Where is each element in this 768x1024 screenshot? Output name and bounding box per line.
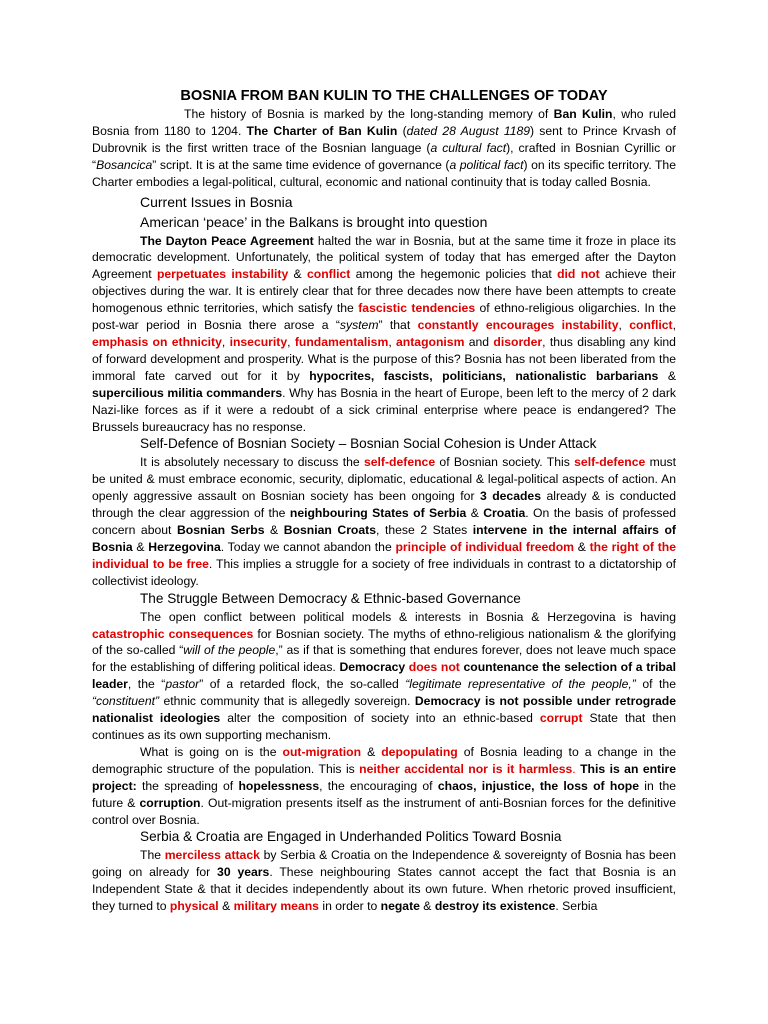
text-run: It is absolutely necessary to discuss the bbox=[140, 455, 364, 470]
bold-run: 3 decades bbox=[479, 489, 541, 504]
serbia-croatia-paragraph bbox=[92, 847, 676, 915]
text-run: , these 2 States bbox=[376, 523, 473, 538]
italic-run: “constituent” bbox=[92, 694, 160, 709]
red-emphasis: insecurity bbox=[229, 334, 288, 349]
text-run: of Bosnia leading to a change in the demographic structure of the population. This is bbox=[92, 744, 677, 776]
bold-run: The Dayton Peace Agreement bbox=[140, 233, 314, 248]
text-run: . Out-migration presents itself as the instrument of anti-Bosnian forces for the definitive control over Bosnia. bbox=[92, 795, 676, 827]
bold-run: countenance the selection of a tribal leader bbox=[92, 660, 677, 692]
red-emphasis: merciless attack bbox=[164, 848, 260, 863]
text-run: . On the basis of professed concern about bbox=[92, 506, 677, 538]
self-defence-paragraph bbox=[92, 454, 676, 589]
red-emphasis: out-migration bbox=[282, 744, 362, 759]
bold-run: negate bbox=[380, 899, 420, 914]
text-run: of Bosnian society. This bbox=[435, 455, 575, 470]
text-run: & bbox=[264, 523, 284, 538]
text-run: ) on its specific territory. The Charter embodies a legal-political, cultural, economic and national continuity that is today called Bosnia. bbox=[92, 157, 676, 189]
red-emphasis: does not bbox=[408, 660, 460, 675]
democracy-paragraph bbox=[92, 609, 676, 744]
italic-run: “legitimate representative of the people,” bbox=[405, 677, 636, 692]
red-emphasis: neither accidental nor is it harmless bbox=[359, 761, 573, 776]
bold-run: Bosnian Serbs bbox=[176, 523, 265, 538]
bold-run: 30 years bbox=[217, 865, 270, 880]
bold-run: intervene in the internal affairs of Bosnia bbox=[92, 523, 676, 554]
bold-run: chaos, injustice, the loss of hope bbox=[437, 778, 639, 793]
red-emphasis: emphasis on ethnicity bbox=[92, 334, 222, 349]
text-run: , bbox=[672, 318, 676, 333]
text-run: . Why has Bosnia in the heart of Europe, been left to the mercy of 2 dark Nazi-like forces as if it were a redoubt of a sick criminal enterprise where peace is endangered? The Brussels bureaucracy has no response. bbox=[92, 385, 676, 434]
text-run: ), crafted in Bosnian Cyrillic or “ bbox=[92, 140, 676, 172]
red-emphasis: fundamentalism bbox=[294, 334, 389, 349]
text-run: & bbox=[658, 368, 677, 383]
text-run: in the future & bbox=[92, 778, 677, 810]
current-issues-paragraph bbox=[92, 233, 676, 436]
red-emphasis: self-defence bbox=[574, 455, 646, 470]
red-emphasis: principle of individual freedom bbox=[395, 539, 574, 554]
text-run: & bbox=[361, 744, 382, 759]
text-run: , bbox=[618, 318, 630, 333]
text-run: ,” as if that is something that endures forever, does not leave much space for the establishing of differing political ideas. bbox=[92, 643, 676, 675]
italic-run: system bbox=[339, 318, 379, 333]
intro-paragraph bbox=[92, 106, 676, 191]
text-run: ” of a retarded flock, the so-called bbox=[199, 677, 406, 692]
red-emphasis: the right of the individual to be free bbox=[92, 539, 676, 571]
italic-run: dated 28 August 1189 bbox=[406, 123, 531, 138]
red-emphasis: physical bbox=[169, 899, 219, 914]
text-run: State that then continues as its own supporting mechanism. bbox=[92, 711, 676, 742]
bold-run: corruption bbox=[139, 795, 201, 810]
red-emphasis: conflict bbox=[307, 267, 351, 282]
red-emphasis: self-defence bbox=[363, 455, 436, 470]
text-run: & bbox=[573, 539, 590, 554]
red-emphasis: disorder bbox=[493, 334, 543, 349]
section-heading-serbia-croatia bbox=[140, 828, 676, 846]
text-run: & bbox=[288, 267, 308, 282]
heading-run: The Struggle Between Democracy bbox=[140, 590, 348, 606]
section-heading-current-issues: Current Issues in Bosnia bbox=[140, 193, 293, 210]
text-run: by Serbia & Croatia on the Independence & sovereignty of Bosnia has been going on already for bbox=[92, 848, 677, 880]
text-run: halted the war in Bosnia, but at the same time it froze in place its democratic development. Unfortunately, the political system of today that has emerged after the Dayton Agreement bbox=[92, 233, 676, 282]
bold-run: hypocrites, fascists, politicians, nationalistic barbarians bbox=[309, 368, 659, 383]
text-run: The open conflict between political models & interests in Bosnia & Herzegovina is having bbox=[140, 609, 676, 624]
heading-run: & bbox=[179, 829, 196, 845]
text-run: , bbox=[287, 334, 295, 349]
bold-run: neighbouring States of Serbia bbox=[289, 506, 467, 521]
text-run: & bbox=[132, 539, 149, 554]
text-run: , bbox=[221, 334, 230, 349]
text-run: alter the composition of society into an ethnic-based bbox=[220, 711, 540, 726]
text-run: & bbox=[466, 506, 484, 521]
red-emphasis: corrupt bbox=[539, 711, 583, 726]
red-emphasis: fascistic tendencies bbox=[358, 301, 476, 316]
text-run: of the bbox=[635, 677, 676, 692]
text-run: already & is conducted through the clear aggression of the bbox=[92, 489, 676, 521]
italic-run: pastor bbox=[165, 677, 200, 692]
heading-run: Croatia are Engaged in Underhanded Politics Toward Bosnia bbox=[195, 829, 562, 845]
text-run: and bbox=[464, 334, 494, 349]
italic-run: Bosancica bbox=[96, 157, 153, 172]
text-run: ” script. It is at the same time evidence of governance ( bbox=[152, 157, 450, 172]
text-run: must be united & must embrace economic, security, diplomatic, educational & legal-political aspects of action. An openly aggressive assault on Bosnian society has been ongoing for bbox=[92, 455, 676, 504]
section-heading-self-defence: Self-Defence of Bosnian Society – Bosnian Social Cohesion is Under Attack bbox=[140, 436, 597, 452]
heading-run: & bbox=[347, 590, 364, 606]
out-migration-paragraph bbox=[92, 744, 676, 829]
text-run: , the “ bbox=[127, 677, 166, 692]
bold-run: Democracy is not possible under retrograde nationalist ideologies bbox=[92, 694, 676, 726]
red-emphasis: perpetuates instability bbox=[156, 267, 289, 282]
text-run: achieve their objectives during the war. It is entirely clear that for three decades now there have been attempts to create homogenous ethnic territories, which satisfy the bbox=[92, 267, 676, 316]
section-subheading-american-peace: American ‘peace’ in the Balkans is brought into question bbox=[140, 213, 488, 230]
text-run: of ethno-religious oligarchies. In the post-war period in Bosnia there arose a “ bbox=[92, 301, 676, 333]
bold-run: hopelessness bbox=[238, 778, 320, 793]
bold-run: The Charter of Ban Kulin bbox=[246, 123, 398, 138]
red-emphasis: did not bbox=[557, 267, 600, 282]
text-run: . Serbia bbox=[555, 899, 598, 914]
red-emphasis: antagonism bbox=[396, 334, 465, 349]
text-run: . bbox=[572, 761, 581, 776]
text-run: The bbox=[140, 848, 165, 863]
text-run: The history of Bosnia is marked by the long-standing memory of bbox=[184, 107, 554, 121]
italic-run: a cultural fact bbox=[430, 140, 507, 155]
text-run: , thus disabling any kind of forward development and prosperity. What is the purpose of this? Bosnia has not been liberated from the immoral fate carved out for it by bbox=[92, 334, 676, 383]
red-emphasis: catastrophic consequences bbox=[92, 626, 254, 641]
text-run: , bbox=[388, 334, 397, 349]
bold-run: Bosnian Croats bbox=[283, 523, 376, 538]
bold-run: This is an entire project: bbox=[92, 761, 677, 793]
heading-run: Ethnic-based Governance bbox=[363, 590, 521, 606]
text-run: What is going on is the bbox=[140, 744, 283, 759]
text-run: , the encouraging of bbox=[319, 778, 438, 793]
text-run: for Bosnian society. The myths of ethno-religious nationalism & the glorifying of the so-called “ bbox=[92, 626, 676, 658]
text-run: among the hegemonic policies that bbox=[350, 267, 558, 282]
document-title: BOSNIA FROM BAN KULIN TO THE CHALLENGES OF TODAY bbox=[180, 88, 608, 104]
red-emphasis: constantly encourages instability bbox=[417, 318, 619, 333]
text-run: ethnic community that is allegedly sovereign. bbox=[159, 694, 415, 709]
bold-run: supercilious militia commanders bbox=[92, 385, 283, 400]
text-run: ” that bbox=[378, 318, 418, 333]
text-run: , who ruled Bosnia from 1180 to 1204. bbox=[92, 107, 677, 138]
red-emphasis: depopulating bbox=[381, 744, 458, 759]
text-run: . Today we cannot abandon the bbox=[220, 539, 396, 554]
bold-run: Democracy bbox=[339, 660, 406, 675]
text-run: the spreading of bbox=[136, 778, 239, 793]
heading-run: Serbia bbox=[140, 829, 180, 845]
section-heading-democracy-vs-ethnic bbox=[140, 590, 676, 608]
bold-run: Croatia bbox=[483, 506, 526, 521]
red-emphasis: military means bbox=[233, 899, 319, 914]
bold-run: destroy its existence bbox=[434, 899, 556, 914]
text-run: in order to bbox=[318, 899, 381, 914]
italic-run: a political fact bbox=[449, 157, 524, 172]
text-run: . This implies a struggle for a society of free individuals in contrast to a dictatorship of collectivist ideology. bbox=[92, 556, 676, 588]
red-emphasis: conflict bbox=[629, 318, 673, 333]
text-run: ( bbox=[397, 123, 407, 138]
bold-run: Ban Kulin bbox=[553, 107, 613, 121]
text-run: ) sent to Prince Krvash of Dubrovnik is the first written trace of the Bosnian language ( bbox=[92, 123, 676, 155]
text-run: . These neighbouring States cannot accept the fact that Bosnia is an Independent State & that it decides independently about its own future. When rhetoric proved insufficient, they turned to bbox=[92, 865, 676, 914]
text-run: & bbox=[218, 899, 234, 914]
bold-run: Herzegovina bbox=[148, 539, 221, 554]
text-run: & bbox=[419, 899, 435, 914]
italic-run: will of the people bbox=[183, 643, 276, 658]
